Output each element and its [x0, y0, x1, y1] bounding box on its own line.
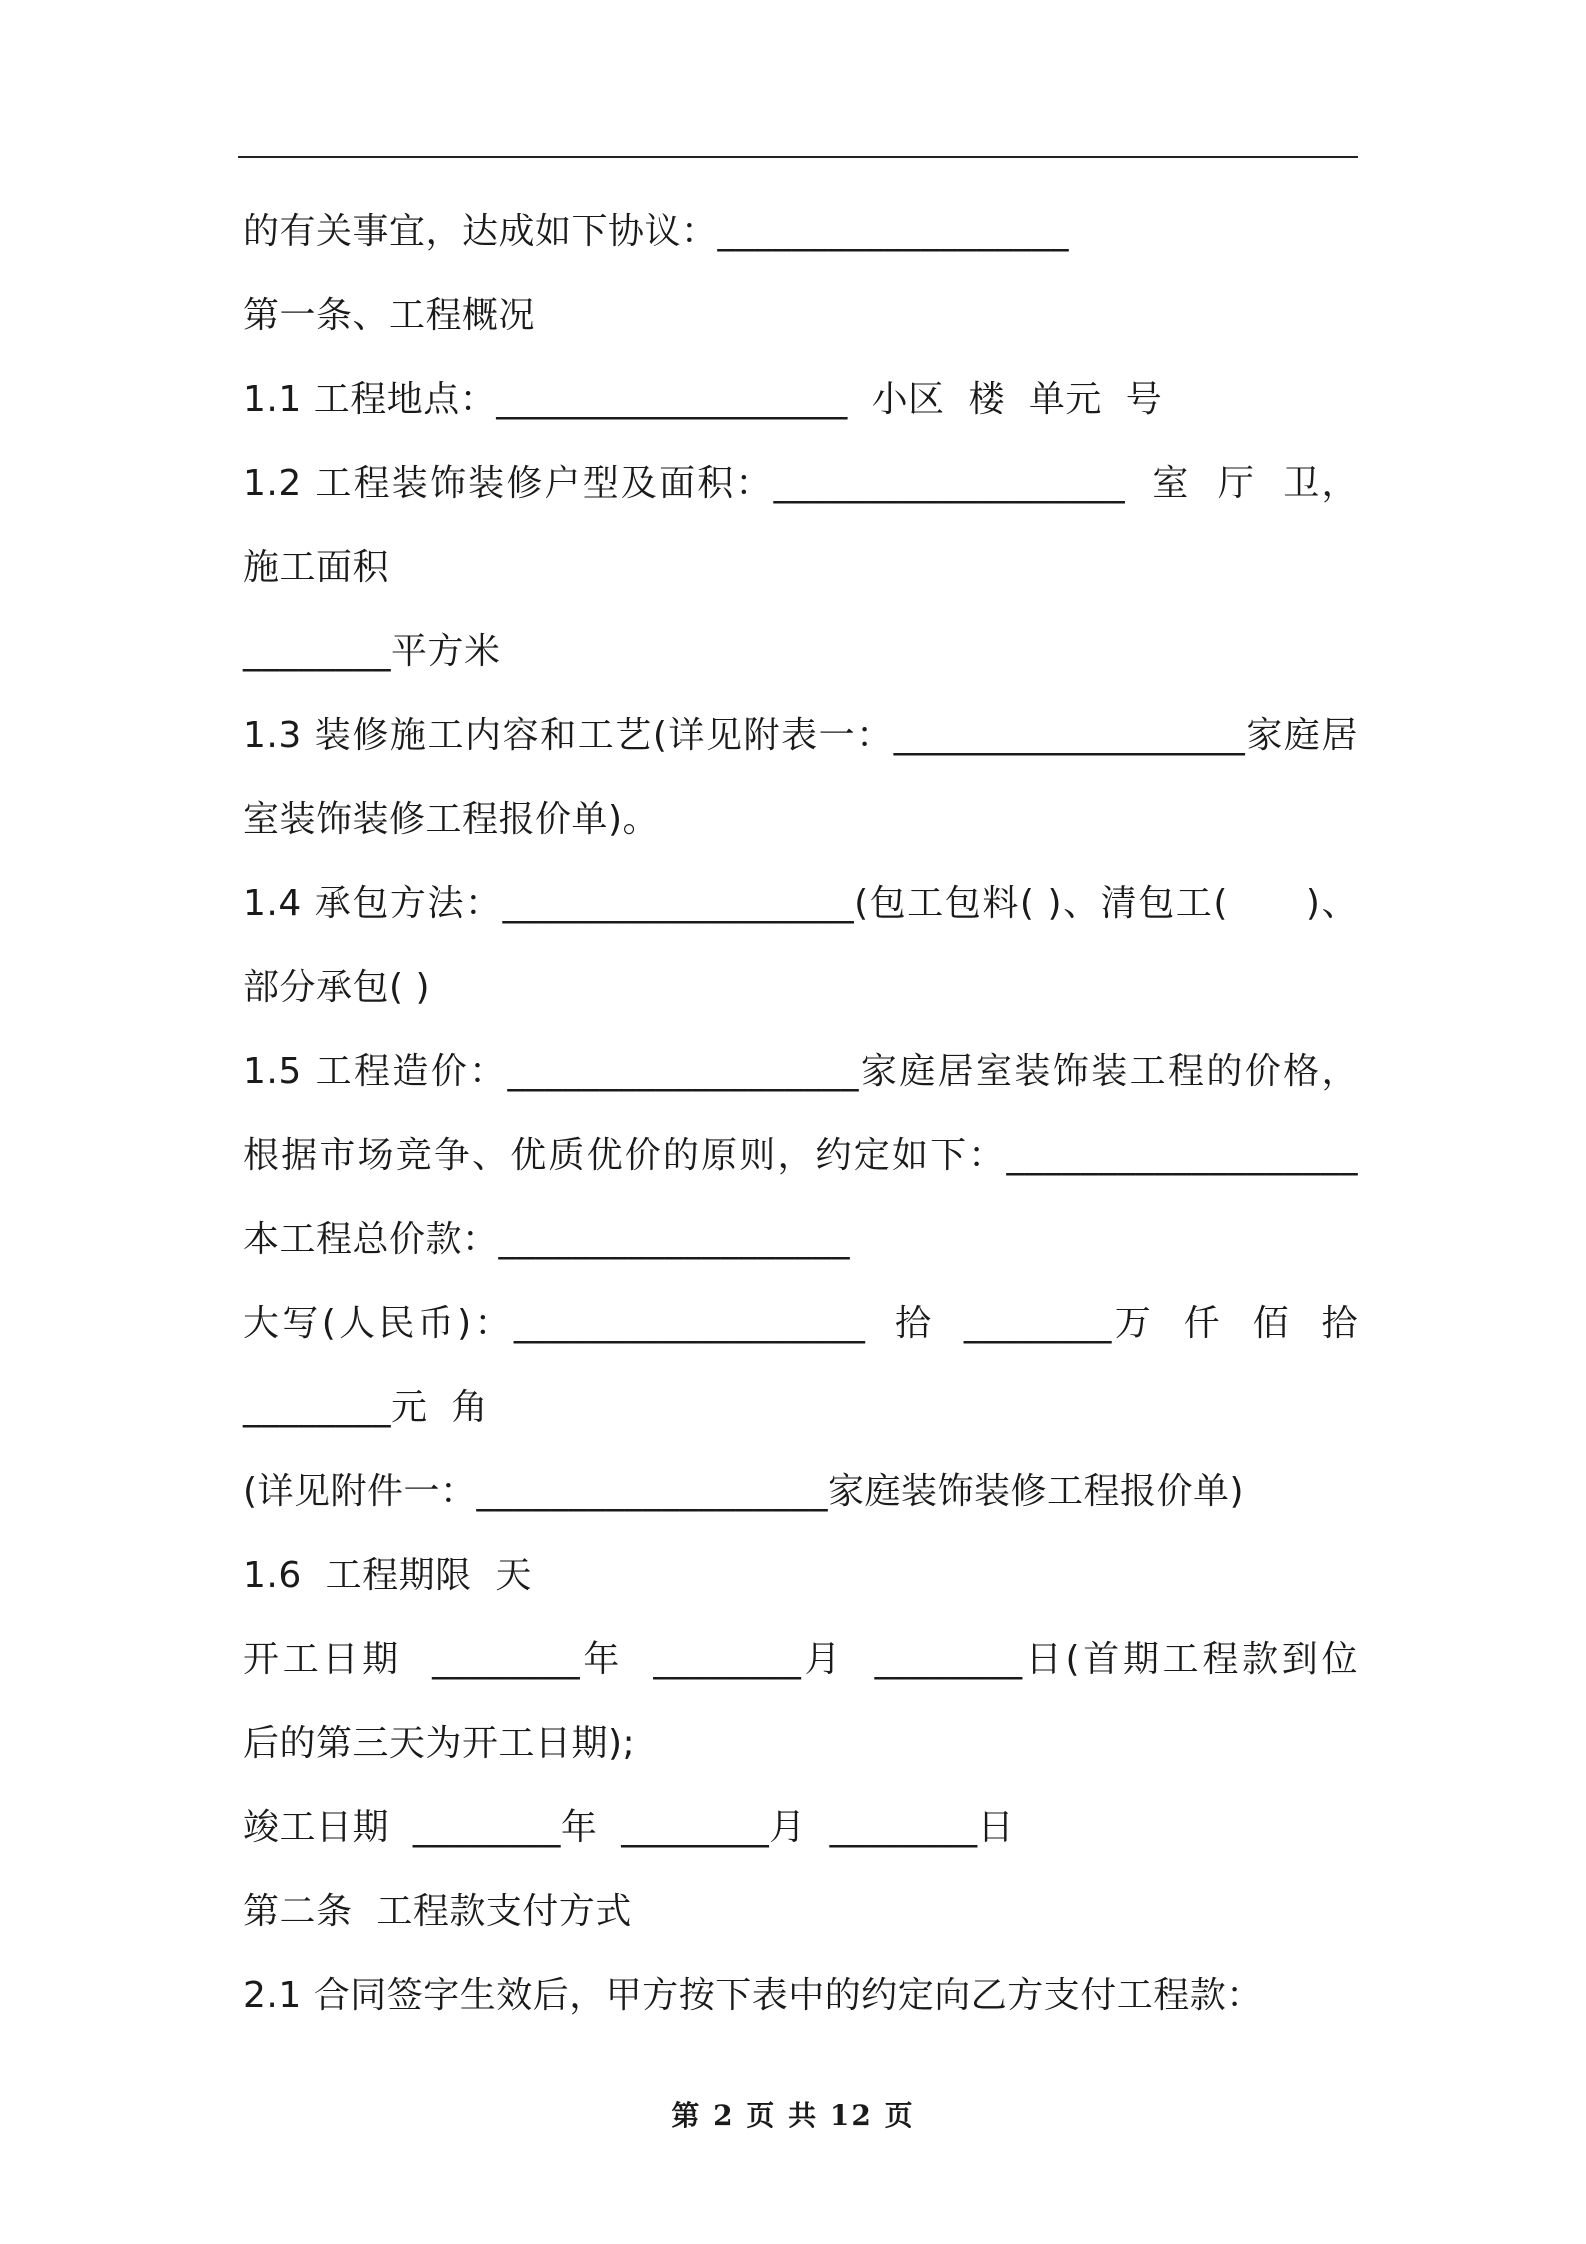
page-number: 第 2 页 共 12 页	[671, 2099, 915, 2132]
text-line: (详见附件一：___________________家庭装饰装修工程报价单)	[243, 1471, 1245, 1512]
text-line: 大写(人民币)：___________________ 拾 ________万 仟 佰 拾	[243, 1303, 1358, 1344]
text-line: ________平方米	[243, 631, 501, 672]
text-line: 2.1 合同签字生效后，甲方按下表中的约定向乙方支付工程款：	[243, 1975, 1263, 2016]
text-line: ________元 角	[243, 1387, 488, 1428]
text-line: 根据市场竞争、优质优价的原则，约定如下：___________________	[243, 1135, 1358, 1176]
text-line: 1.6 工程期限 天	[243, 1555, 533, 1596]
section-heading: 第二条 工程款支付方式	[243, 1891, 632, 1932]
section-heading: 第一条、工程概况	[243, 295, 536, 336]
text-line: 后的第三天为开工日期);	[243, 1723, 636, 1764]
text-line: 本工程总价款：___________________	[243, 1219, 851, 1260]
text-line: 1.3 装修施工内容和工艺(详见附表一：___________________家庭居	[243, 715, 1358, 756]
text-line: 1.1 工程地点：___________________ 小区 楼 单元 号	[243, 379, 1163, 420]
text-line: 1.5 工程造价：___________________家庭居室装饰装工程的价格，	[243, 1051, 1358, 1092]
text-line: 1.2 工程装饰装修户型及面积：___________________ 室 厅 卫，	[243, 463, 1358, 504]
text-line: 施工面积	[243, 547, 390, 588]
text-line: 开工日期 ________年 ________月 ________日(首期工程款到位	[243, 1639, 1358, 1680]
header-rule	[238, 156, 1358, 158]
text-line: 竣工日期 ________年 ________月 ________日	[243, 1807, 1015, 1848]
text-line: 部分承包( )	[243, 967, 431, 1008]
text-line: 1.4 承包方法：___________________(包工包料( )、清包工( )、	[243, 883, 1358, 924]
text-line: 的有关事宜，达成如下协议：___________________	[243, 211, 1070, 252]
text-line: 室装饰装修工程报价单)。	[243, 799, 660, 840]
